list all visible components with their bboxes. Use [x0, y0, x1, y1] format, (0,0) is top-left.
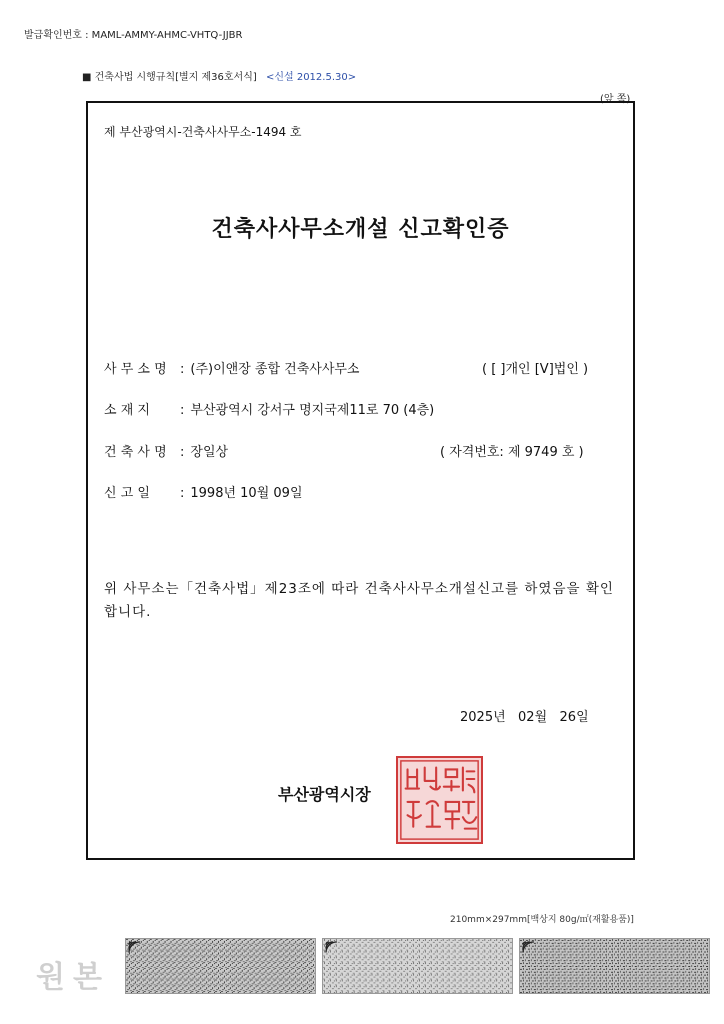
form-reference-text: 건축사법 시행규칙[별지 제36호서식]	[94, 72, 257, 83]
official-seal	[396, 756, 483, 844]
form-revision-note: <신설 2012.5.30>	[265, 72, 357, 83]
barcode-pattern-icon	[520, 939, 709, 993]
office-name-value: (주)이앤장 종합 건축사사무소	[190, 362, 360, 377]
issue-confirmation-number: 발급확인번호 : MAML-AMMY-AHMC-VHTQ-JJBR	[24, 30, 243, 41]
location-row: 소 재 지 : 부산광역시 강서구 명지국제11로 70 (4층)	[104, 399, 434, 418]
report-date-label: 신 고 일	[104, 486, 150, 501]
license-number: ( 자격번호: 제 9749 호 )	[440, 445, 584, 460]
issue-date: 2025년 02월 26일	[460, 710, 589, 725]
office-type: ( [ ]개인 [V]법인 )	[482, 362, 589, 377]
page-side-label: (앞 쪽)	[600, 94, 631, 105]
square-marker-icon: ■	[82, 72, 92, 83]
architect-value: 장일상	[190, 445, 229, 460]
document-title: 건축사사무소개설 신고확인증	[211, 217, 510, 242]
confirmation-statement: 위 사무소는「건축사법」제23조에 따라 건축사사무소개설신고를 하였음을 확인합니다.	[104, 581, 614, 620]
issuer-name: 부산광역시장	[278, 785, 371, 804]
architect-label: 건 축 사 명	[104, 445, 167, 460]
office-name-label: 사 무 소 명	[104, 362, 167, 377]
location-label: 소 재 지	[104, 403, 150, 418]
architect-row: 건 축 사 명 : 장일상	[104, 441, 228, 460]
security-barcode	[519, 938, 710, 994]
registration-number: 제 부산광역시-건축사사무소-1494 호	[104, 125, 302, 139]
office-name-row: 사 무 소 명 : (주)이앤장 종합 건축사사무소	[104, 358, 360, 377]
original-copy-mark: 원본	[36, 960, 110, 995]
location-value: 부산광역시 강서구 명지국제11로 70 (4층)	[190, 403, 435, 418]
barcode-pattern-icon	[126, 939, 315, 993]
security-barcode	[322, 938, 513, 994]
paper-specification: 210mm×297mm[백상지 80g/㎡(재활용품)]	[450, 915, 634, 925]
security-barcode	[125, 938, 316, 994]
form-reference	[82, 68, 356, 83]
barcode-pattern-icon	[323, 939, 512, 993]
report-date-value: 1998년 10월 09일	[190, 486, 303, 501]
seal-icon	[398, 758, 481, 842]
report-date-row: 신 고 일 : 1998년 10월 09일	[104, 482, 303, 501]
